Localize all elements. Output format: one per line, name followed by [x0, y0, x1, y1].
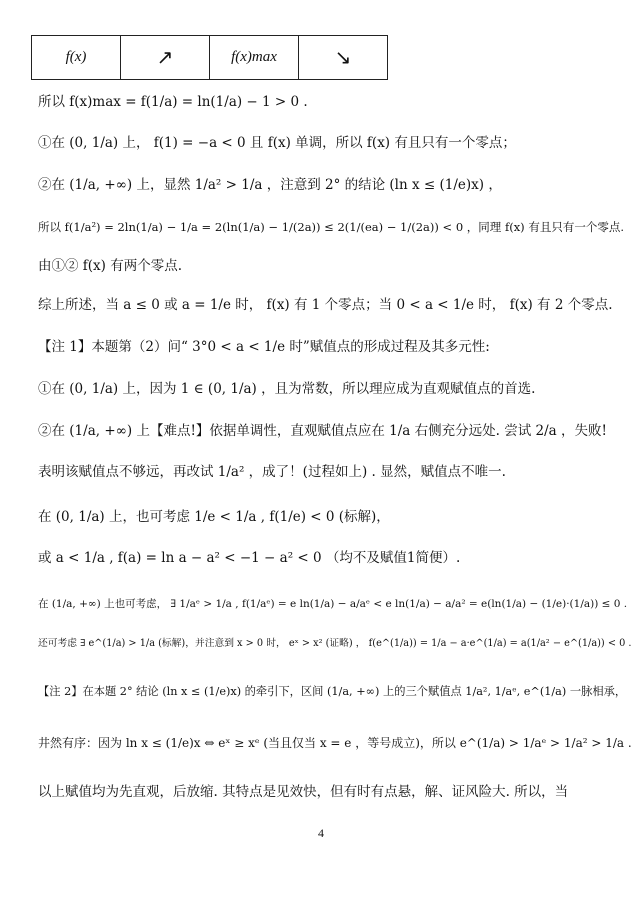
note-1-heading: 【注 1】本题第（2）问“ 3°0 < a < 1/e 时”赋值点的形成过程及其多元性:: [38, 339, 490, 355]
table-cell-increasing-arrow: ↗: [121, 36, 210, 80]
text-line-13: 在 (1/a, +∞) 上也可考虑， ∃ 1/aᵉ > 1/a , f(1/aᵉ) = e ln(1/a) − a/aᵉ < e ln(1/a) − a/a² = e(ln(1/a) − (1/e)·(1/a)) ≤ 0 .: [38, 598, 628, 610]
text-line-4: 所以 f(1/a²) = 2ln(1/a) − 1/a = 2(ln(1/a) − 1/(2a)) ≤ 2(1/(ea) − 1/(2a)) < 0 ，同理 f(x) 有且只有一个零点.: [38, 220, 624, 234]
note-2-heading: 【注 2】在本题 2° 结论 (ln x ≤ (1/e)x) 的牵引下，区间 (1/a, +∞) 上的三个赋值点 1/a², 1/aᵉ, e^(1/a) 一脉相承，: [38, 685, 627, 698]
table-row: [32, 36, 388, 80]
text-line-3: ②在 (1/a, +∞) 上，显然 1/a² > 1/a ，注意到 2° 的结论 (ln x ≤ (1/e)x) ，: [38, 177, 502, 193]
monotonicity-table: [31, 35, 388, 80]
table-cell-fx: f(x): [32, 36, 121, 80]
table-cell-fmax: f(x)max: [210, 36, 299, 80]
text-line-9: ②在 (1/a, +∞) 上【难点!】依据单调性，直观赋值点应在 1/a 右侧充分远处. 尝试 2/a ，失败!: [38, 423, 607, 439]
page-number: 4: [318, 826, 324, 840]
text-line-8: ①在 (0, 1/a) 上，因为 1 ∈ (0, 1/a) ，且为常数，所以理应成为直观赋值点的首选.: [38, 381, 536, 397]
text-line-10: 表明该赋值点不够远，再改试 1/a² ，成了！(过程如上) . 显然，赋值点不唯一.: [38, 464, 506, 480]
text-line-17: 以上赋值均为先直观，后放缩. 其特点是见效快，但有时有点悬，解、证风险大. 所以，当: [38, 784, 569, 800]
text-line-6: 综上所述，当 a ≤ 0 或 a = 1/e 时， f(x) 有 1 个零点；当 0 < a < 1/e 时， f(x) 有 2 个零点.: [38, 297, 613, 313]
text-line-14: 还可考虑 ∃ e^(1/a) > 1/a (标解)，并注意到 x > 0 时， eˣ > x² (证略) ， f(e^(1/a)) = 1/a − a·e^(1/a) = a(1/a² − e^(1/a)) < 0 .: [38, 638, 632, 649]
text-line-1: 所以 f(x)max = f(1/a) = ln(1/a) − 1 > 0 .: [38, 94, 308, 110]
text-line-12: 或 a < 1/a , f(a) = ln a − a² < −1 − a² < 0 （均不及赋值1简便）.: [38, 550, 461, 566]
text-line-16: 井然有序：因为 ln x ≤ (1/e)x ⇔ eˣ ≥ xᵉ (当且仅当 x = e ，等号成立)，所以 e^(1/a) > 1/aᵉ > 1/a² > 1/a .: [38, 736, 632, 750]
text-line-2: ①在 (0, 1/a) 上， f(1) = −a < 0 且 f(x) 单调，所以 f(x) 有且只有一个零点；: [38, 135, 516, 151]
text-line-11: 在 (0, 1/a) 上，也可考虑 1/e < 1/a , f(1/e) < 0 (标解)，: [38, 509, 390, 525]
table-cell-decreasing-arrow: ↘: [299, 36, 388, 80]
text-line-5: 由①② f(x) 有两个零点.: [38, 258, 183, 274]
